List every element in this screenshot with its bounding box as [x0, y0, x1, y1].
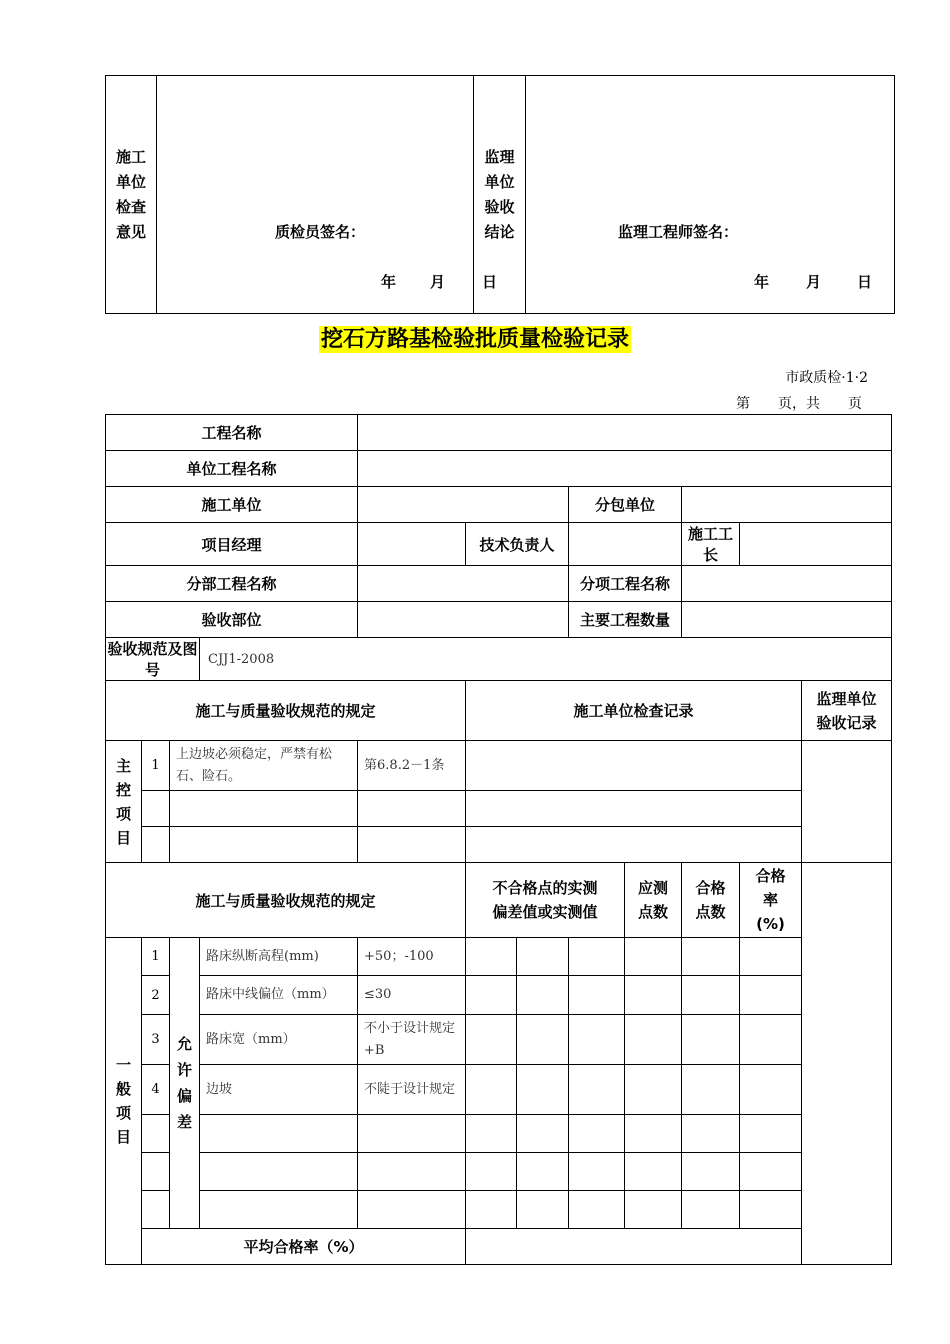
date-day: 日	[857, 273, 873, 291]
measure-cell[interactable]	[517, 1015, 569, 1065]
tolerance-label: 允 许 偏 差	[170, 938, 200, 1229]
main-item-clause: 第6.8.2－1条	[358, 741, 466, 791]
empty-cell[interactable]	[358, 791, 466, 827]
empty-cell	[142, 827, 170, 863]
main-item-desc: 上边坡必须稳定，严禁有松石、险石。	[170, 741, 358, 791]
general-rules-header: 施工与质量验收规范的规定	[106, 863, 466, 938]
form-code: 市政质检·1·2	[785, 370, 868, 386]
qualified-cell[interactable]	[682, 1065, 740, 1115]
empty-cell[interactable]	[358, 1191, 466, 1229]
document-title: 挖石方路基检验批质量检验记录	[320, 327, 629, 352]
measure-cell[interactable]	[466, 1153, 517, 1191]
inspection-record-table	[105, 414, 892, 1265]
general-item-value: ≤30	[358, 976, 466, 1015]
construction-opinion-label: 施工 单位 检查 意见	[106, 76, 157, 314]
rate-cell[interactable]	[740, 1191, 802, 1229]
measure-cell[interactable]	[466, 1015, 517, 1065]
should-measure-cell[interactable]	[625, 1015, 682, 1065]
should-measure-cell[interactable]	[625, 1153, 682, 1191]
page-info: 第 页，共 页	[736, 396, 862, 412]
main-item-no: 1	[142, 741, 170, 791]
main-control-label: 主 控 项 目	[106, 741, 142, 863]
measure-cell[interactable]	[569, 976, 625, 1015]
qualified-cell[interactable]	[682, 1191, 740, 1229]
empty-cell	[142, 1191, 170, 1229]
signature-table	[105, 75, 895, 314]
date-month: 月	[806, 273, 822, 291]
empty-cell[interactable]	[170, 791, 358, 827]
subitem-name-field[interactable]	[682, 566, 892, 602]
project-manager-label: 项目经理	[106, 523, 358, 566]
general-item-name: 路床宽（mm）	[200, 1015, 358, 1065]
project-name-field[interactable]	[358, 415, 892, 451]
empty-cell[interactable]	[170, 827, 358, 863]
inspector-sign-label: 质检员签名：	[275, 223, 366, 241]
division-name-label: 分部工程名称	[106, 566, 358, 602]
measure-cell[interactable]	[466, 976, 517, 1015]
subcontract-unit-field[interactable]	[682, 487, 892, 523]
qualified-cell[interactable]	[682, 1015, 740, 1065]
should-measure-cell[interactable]	[625, 1115, 682, 1153]
spec-value: CJJ1-2008	[200, 638, 892, 681]
foreman-field[interactable]	[740, 523, 892, 566]
rate-cell[interactable]	[740, 938, 802, 976]
should-measure-cell[interactable]	[625, 938, 682, 976]
measure-cell[interactable]	[569, 1115, 625, 1153]
unit-project-name-field[interactable]	[358, 451, 892, 487]
tech-lead-label: 技术负责人	[466, 523, 569, 566]
measure-cell[interactable]	[517, 1115, 569, 1153]
subcontract-unit-label: 分包单位	[569, 487, 682, 523]
acceptance-part-field[interactable]	[358, 602, 569, 638]
measure-cell[interactable]	[569, 1191, 625, 1229]
measure-cell[interactable]	[569, 1065, 625, 1115]
qualified-header: 合格 点数	[682, 863, 740, 938]
measure-cell[interactable]	[466, 1115, 517, 1153]
general-supervision-record[interactable]	[802, 863, 892, 1265]
rate-cell[interactable]	[740, 1065, 802, 1115]
date-month: 月	[430, 273, 446, 291]
division-name-field[interactable]	[358, 566, 569, 602]
general-item-no: 2	[142, 976, 170, 1015]
measure-cell[interactable]	[517, 1065, 569, 1115]
should-measure-cell[interactable]	[625, 1065, 682, 1115]
qualified-cell[interactable]	[682, 1153, 740, 1191]
tech-lead-field[interactable]	[569, 523, 682, 566]
qualified-cell[interactable]	[682, 938, 740, 976]
date-year: 年	[381, 273, 397, 291]
construction-unit-field[interactable]	[358, 487, 569, 523]
project-name-label: 工程名称	[106, 415, 358, 451]
empty-cell[interactable]	[358, 1115, 466, 1153]
rate-header: 合格 率 (%)	[740, 863, 802, 938]
measure-cell[interactable]	[569, 938, 625, 976]
general-items-label: 一 般 项 目	[106, 938, 142, 1265]
empty-cell[interactable]	[358, 1153, 466, 1191]
construction-opinion-field[interactable]	[157, 76, 498, 314]
general-item-no: 4	[142, 1065, 170, 1115]
measure-cell[interactable]	[517, 1153, 569, 1191]
general-item-value: 不陡于设计规定	[358, 1065, 466, 1115]
project-manager-field[interactable]	[358, 523, 466, 566]
supervision-record-header: 监理单位 验收记录	[802, 681, 892, 741]
measure-cell[interactable]	[569, 1153, 625, 1191]
general-item-name: 路床纵断高程(mm)	[200, 938, 358, 976]
foreman-label: 施工工长	[682, 523, 740, 566]
main-item-record[interactable]	[466, 741, 802, 791]
construction-unit-label: 施工单位	[106, 487, 358, 523]
qualified-cell[interactable]	[682, 976, 740, 1015]
rate-cell[interactable]	[740, 1153, 802, 1191]
main-supervision-record[interactable]	[802, 741, 892, 863]
should-measure-cell[interactable]	[625, 976, 682, 1015]
general-item-value: 不小于设计规定+B	[358, 1015, 466, 1065]
main-quantity-field[interactable]	[682, 602, 892, 638]
date-year: 年	[754, 273, 770, 291]
empty-cell	[142, 1115, 170, 1153]
empty-cell[interactable]	[200, 1115, 358, 1153]
empty-cell	[142, 1153, 170, 1191]
rate-cell[interactable]	[740, 1115, 802, 1153]
measure-cell[interactable]	[466, 938, 517, 976]
should-measure-header: 应测 点数	[625, 863, 682, 938]
measure-cell[interactable]	[466, 1065, 517, 1115]
empty-cell[interactable]	[466, 791, 802, 827]
average-rate-field[interactable]	[466, 1229, 802, 1265]
spec-label: 验收规范及图号	[106, 638, 200, 681]
general-item-no: 3	[142, 1015, 170, 1065]
should-measure-cell[interactable]	[625, 1191, 682, 1229]
measure-cell[interactable]	[569, 1015, 625, 1065]
measure-cell[interactable]	[517, 1191, 569, 1229]
engineer-sign-label: 监理工程师签名：	[618, 223, 739, 241]
empty-cell[interactable]	[200, 1191, 358, 1229]
supervision-conclusion-field[interactable]	[526, 76, 895, 314]
empty-cell[interactable]	[466, 827, 802, 863]
general-item-name: 边坡	[200, 1065, 358, 1115]
general-item-name: 路床中线偏位（mm）	[200, 976, 358, 1015]
date-day: 日	[482, 273, 498, 291]
general-item-no: 1	[142, 938, 170, 976]
empty-cell[interactable]	[200, 1153, 358, 1191]
unit-project-name-label: 单位工程名称	[106, 451, 358, 487]
rate-cell[interactable]	[740, 976, 802, 1015]
measure-cell[interactable]	[466, 1191, 517, 1229]
average-rate-label: 平均合格率（%）	[142, 1229, 466, 1265]
qualified-cell[interactable]	[682, 1115, 740, 1153]
empty-cell	[142, 791, 170, 827]
measure-cell[interactable]	[517, 938, 569, 976]
rate-cell[interactable]	[740, 1015, 802, 1065]
supervision-conclusion-label: 监理 单位 验收 结论	[474, 76, 526, 314]
acceptance-part-label: 验收部位	[106, 602, 358, 638]
empty-cell[interactable]	[358, 827, 466, 863]
subitem-name-label: 分项工程名称	[569, 566, 682, 602]
general-item-value: +50；-100	[358, 938, 466, 976]
main-quantity-label: 主要工程数量	[569, 602, 682, 638]
check-record-header: 施工单位检查记录	[466, 681, 802, 741]
rules-header: 施工与质量验收规范的规定	[106, 681, 466, 741]
deviation-header: 不合格点的实测 偏差值或实测值	[466, 863, 625, 938]
measure-cell[interactable]	[517, 976, 569, 1015]
